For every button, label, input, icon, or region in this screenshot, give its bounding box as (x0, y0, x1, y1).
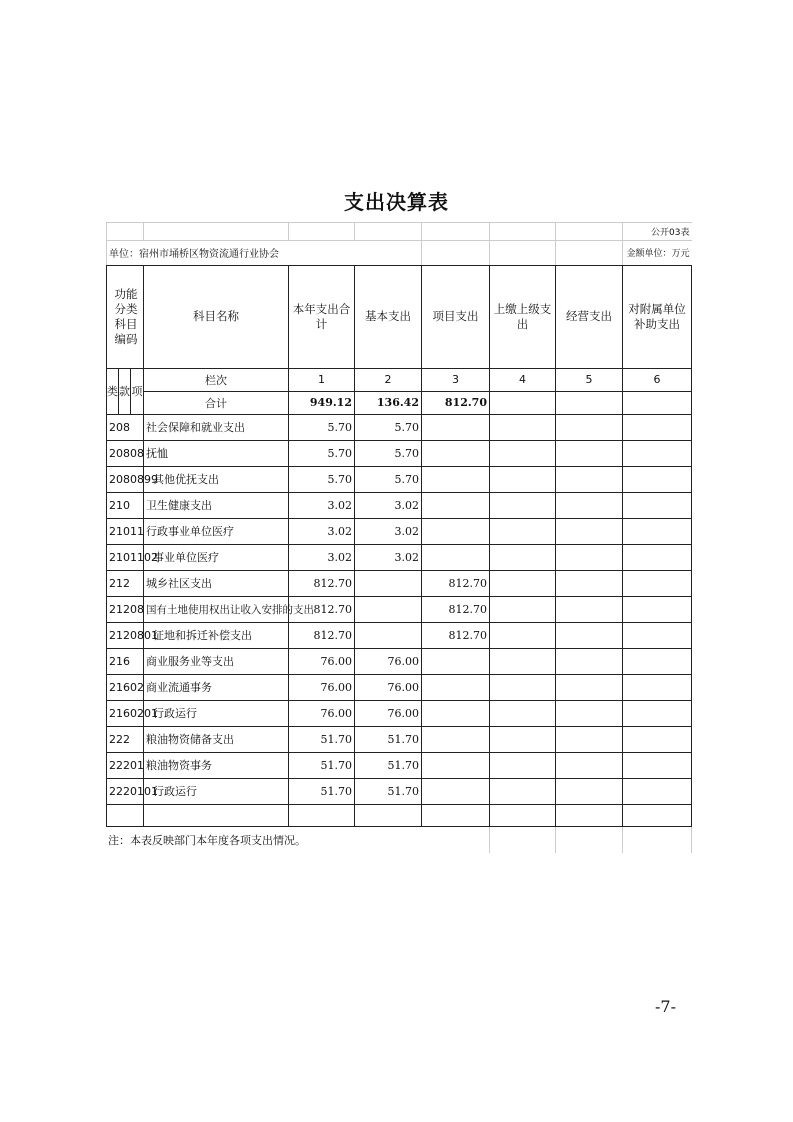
basic-cell (355, 622, 422, 648)
name-cell: 粮油物资储备支出 (144, 726, 289, 752)
table-code: 公开03表 (623, 223, 692, 241)
header-name: 科目名称 (144, 265, 289, 368)
code-cell: 2220101 (107, 778, 144, 804)
name-cell: 其他优抚支出 (144, 466, 289, 492)
header-kuan: 款 (119, 368, 131, 414)
expenditure-table (106, 222, 691, 853)
total-cell: 5.70 (289, 466, 355, 492)
code-cell: 222 (107, 726, 144, 752)
code-cell: 21011 (107, 518, 144, 544)
header-project: 项目支出 (422, 265, 490, 368)
project-cell (422, 726, 490, 752)
code-cell: 21602 (107, 674, 144, 700)
table-row (107, 700, 692, 726)
code-cell: 2080899 (107, 466, 144, 492)
header-total: 本年支出合计 (289, 265, 355, 368)
project-cell: 812.70 (422, 596, 490, 622)
table-row (107, 570, 692, 596)
project-cell: 812.70 (422, 570, 490, 596)
code-cell: 20808 (107, 440, 144, 466)
basic-cell: 76.00 (355, 700, 422, 726)
name-cell: 卫生健康支出 (144, 492, 289, 518)
col-number: 2 (355, 368, 422, 391)
table-row-empty (107, 804, 692, 826)
project-cell (422, 674, 490, 700)
header-business: 经营支出 (556, 265, 623, 368)
header-lei: 类 (107, 368, 119, 414)
table-row (107, 622, 692, 648)
name-cell: 城乡社区支出 (144, 570, 289, 596)
basic-cell: 76.00 (355, 648, 422, 674)
basic-cell (355, 570, 422, 596)
table-row (107, 492, 692, 518)
header-subsidy: 对附属单位补助支出 (623, 265, 692, 368)
basic-cell: 51.70 (355, 778, 422, 804)
total-cell: 76.00 (289, 648, 355, 674)
page-title: 支出决算表 (344, 190, 449, 214)
total-cell: 3.02 (289, 518, 355, 544)
col-number: 4 (490, 368, 556, 391)
basic-cell: 5.70 (355, 466, 422, 492)
basic-cell (355, 596, 422, 622)
code-cell: 210 (107, 492, 144, 518)
name-cell: 事业单位医疗 (144, 544, 289, 570)
table-row (107, 752, 692, 778)
col-number: 1 (289, 368, 355, 391)
total-label: 合计 (144, 391, 289, 414)
table-row (107, 726, 692, 752)
table-row (107, 648, 692, 674)
name-cell: 商业服务业等支出 (144, 648, 289, 674)
header-row (107, 265, 692, 368)
total-cell: 812.70 (289, 570, 355, 596)
column-number-row (107, 368, 692, 391)
project-cell (422, 518, 490, 544)
total-row (107, 391, 692, 414)
amount-unit: 金额单位：万元 (623, 241, 692, 265)
basic-cell: 5.70 (355, 414, 422, 440)
total-cell: 51.70 (289, 726, 355, 752)
total-cell: 5.70 (289, 440, 355, 466)
name-cell: 粮油物资事务 (144, 752, 289, 778)
project-cell (422, 778, 490, 804)
project-cell (422, 752, 490, 778)
table-row (107, 544, 692, 570)
table-row (107, 518, 692, 544)
project-cell (422, 544, 490, 570)
col-number: 6 (623, 368, 692, 391)
header-lanci: 栏次 (144, 368, 289, 391)
header-xiang: 项 (131, 368, 144, 414)
code-cell: 212 (107, 570, 144, 596)
table-row (107, 414, 692, 440)
code-cell: 2101102 (107, 544, 144, 570)
header-code: 功能分类科目编码 (107, 265, 144, 368)
total-cell: 3.02 (289, 544, 355, 570)
project-cell: 812.70 (422, 622, 490, 648)
table-note: 注：本表反映部门本年度各项支出情况。 (108, 833, 306, 847)
code-cell: 22201 (107, 752, 144, 778)
total-cell: 812.70 (289, 622, 355, 648)
basic-cell: 76.00 (355, 674, 422, 700)
header-basic: 基本支出 (355, 265, 422, 368)
project-cell (422, 440, 490, 466)
code-cell: 2160201 (107, 700, 144, 726)
code-cell: 2120801 (107, 622, 144, 648)
header-upper: 上缴上级支出 (490, 265, 556, 368)
project-cell (422, 648, 490, 674)
project-cell (422, 700, 490, 726)
name-cell: 抚恤 (144, 440, 289, 466)
name-cell: 社会保障和就业支出 (144, 414, 289, 440)
basic-cell: 51.70 (355, 726, 422, 752)
basic-cell: 5.70 (355, 440, 422, 466)
name-cell: 商业流通事务 (144, 674, 289, 700)
basic-cell: 3.02 (355, 492, 422, 518)
total-cell: 51.70 (289, 778, 355, 804)
sheet-top-row (107, 223, 692, 241)
unit-label: 单位：宿州市埇桥区物资流通行业协会 (107, 241, 422, 265)
name-cell: 行政运行 (144, 700, 289, 726)
project-cell (422, 466, 490, 492)
name-cell: 征地和拆迁补偿支出 (144, 622, 289, 648)
total-cell: 812.70 (289, 596, 355, 622)
project-cell (422, 414, 490, 440)
basic-cell: 51.70 (355, 752, 422, 778)
table-row (107, 440, 692, 466)
name-cell: 国有土地使用权出让收入安排的支出 (144, 596, 289, 622)
name-cell: 行政运行 (144, 778, 289, 804)
unit-row (107, 241, 692, 265)
page-number: -7- (655, 997, 676, 1016)
total-cell: 5.70 (289, 414, 355, 440)
col-number: 5 (556, 368, 623, 391)
code-cell: 208 (107, 414, 144, 440)
total-cell: 76.00 (289, 700, 355, 726)
table-row (107, 674, 692, 700)
table-row (107, 596, 692, 622)
project-cell (422, 492, 490, 518)
code-cell: 21208 (107, 596, 144, 622)
total-basic: 136.42 (355, 391, 422, 414)
total-cell: 76.00 (289, 674, 355, 700)
table-row (107, 778, 692, 804)
name-cell: 行政事业单位医疗 (144, 518, 289, 544)
total-cell: 3.02 (289, 492, 355, 518)
table-row (107, 466, 692, 492)
code-cell: 216 (107, 648, 144, 674)
total-cell: 51.70 (289, 752, 355, 778)
note-row (106, 827, 691, 853)
col-number: 3 (422, 368, 490, 391)
basic-cell: 3.02 (355, 518, 422, 544)
basic-cell: 3.02 (355, 544, 422, 570)
total-amount: 949.12 (289, 391, 355, 414)
total-project: 812.70 (422, 391, 490, 414)
